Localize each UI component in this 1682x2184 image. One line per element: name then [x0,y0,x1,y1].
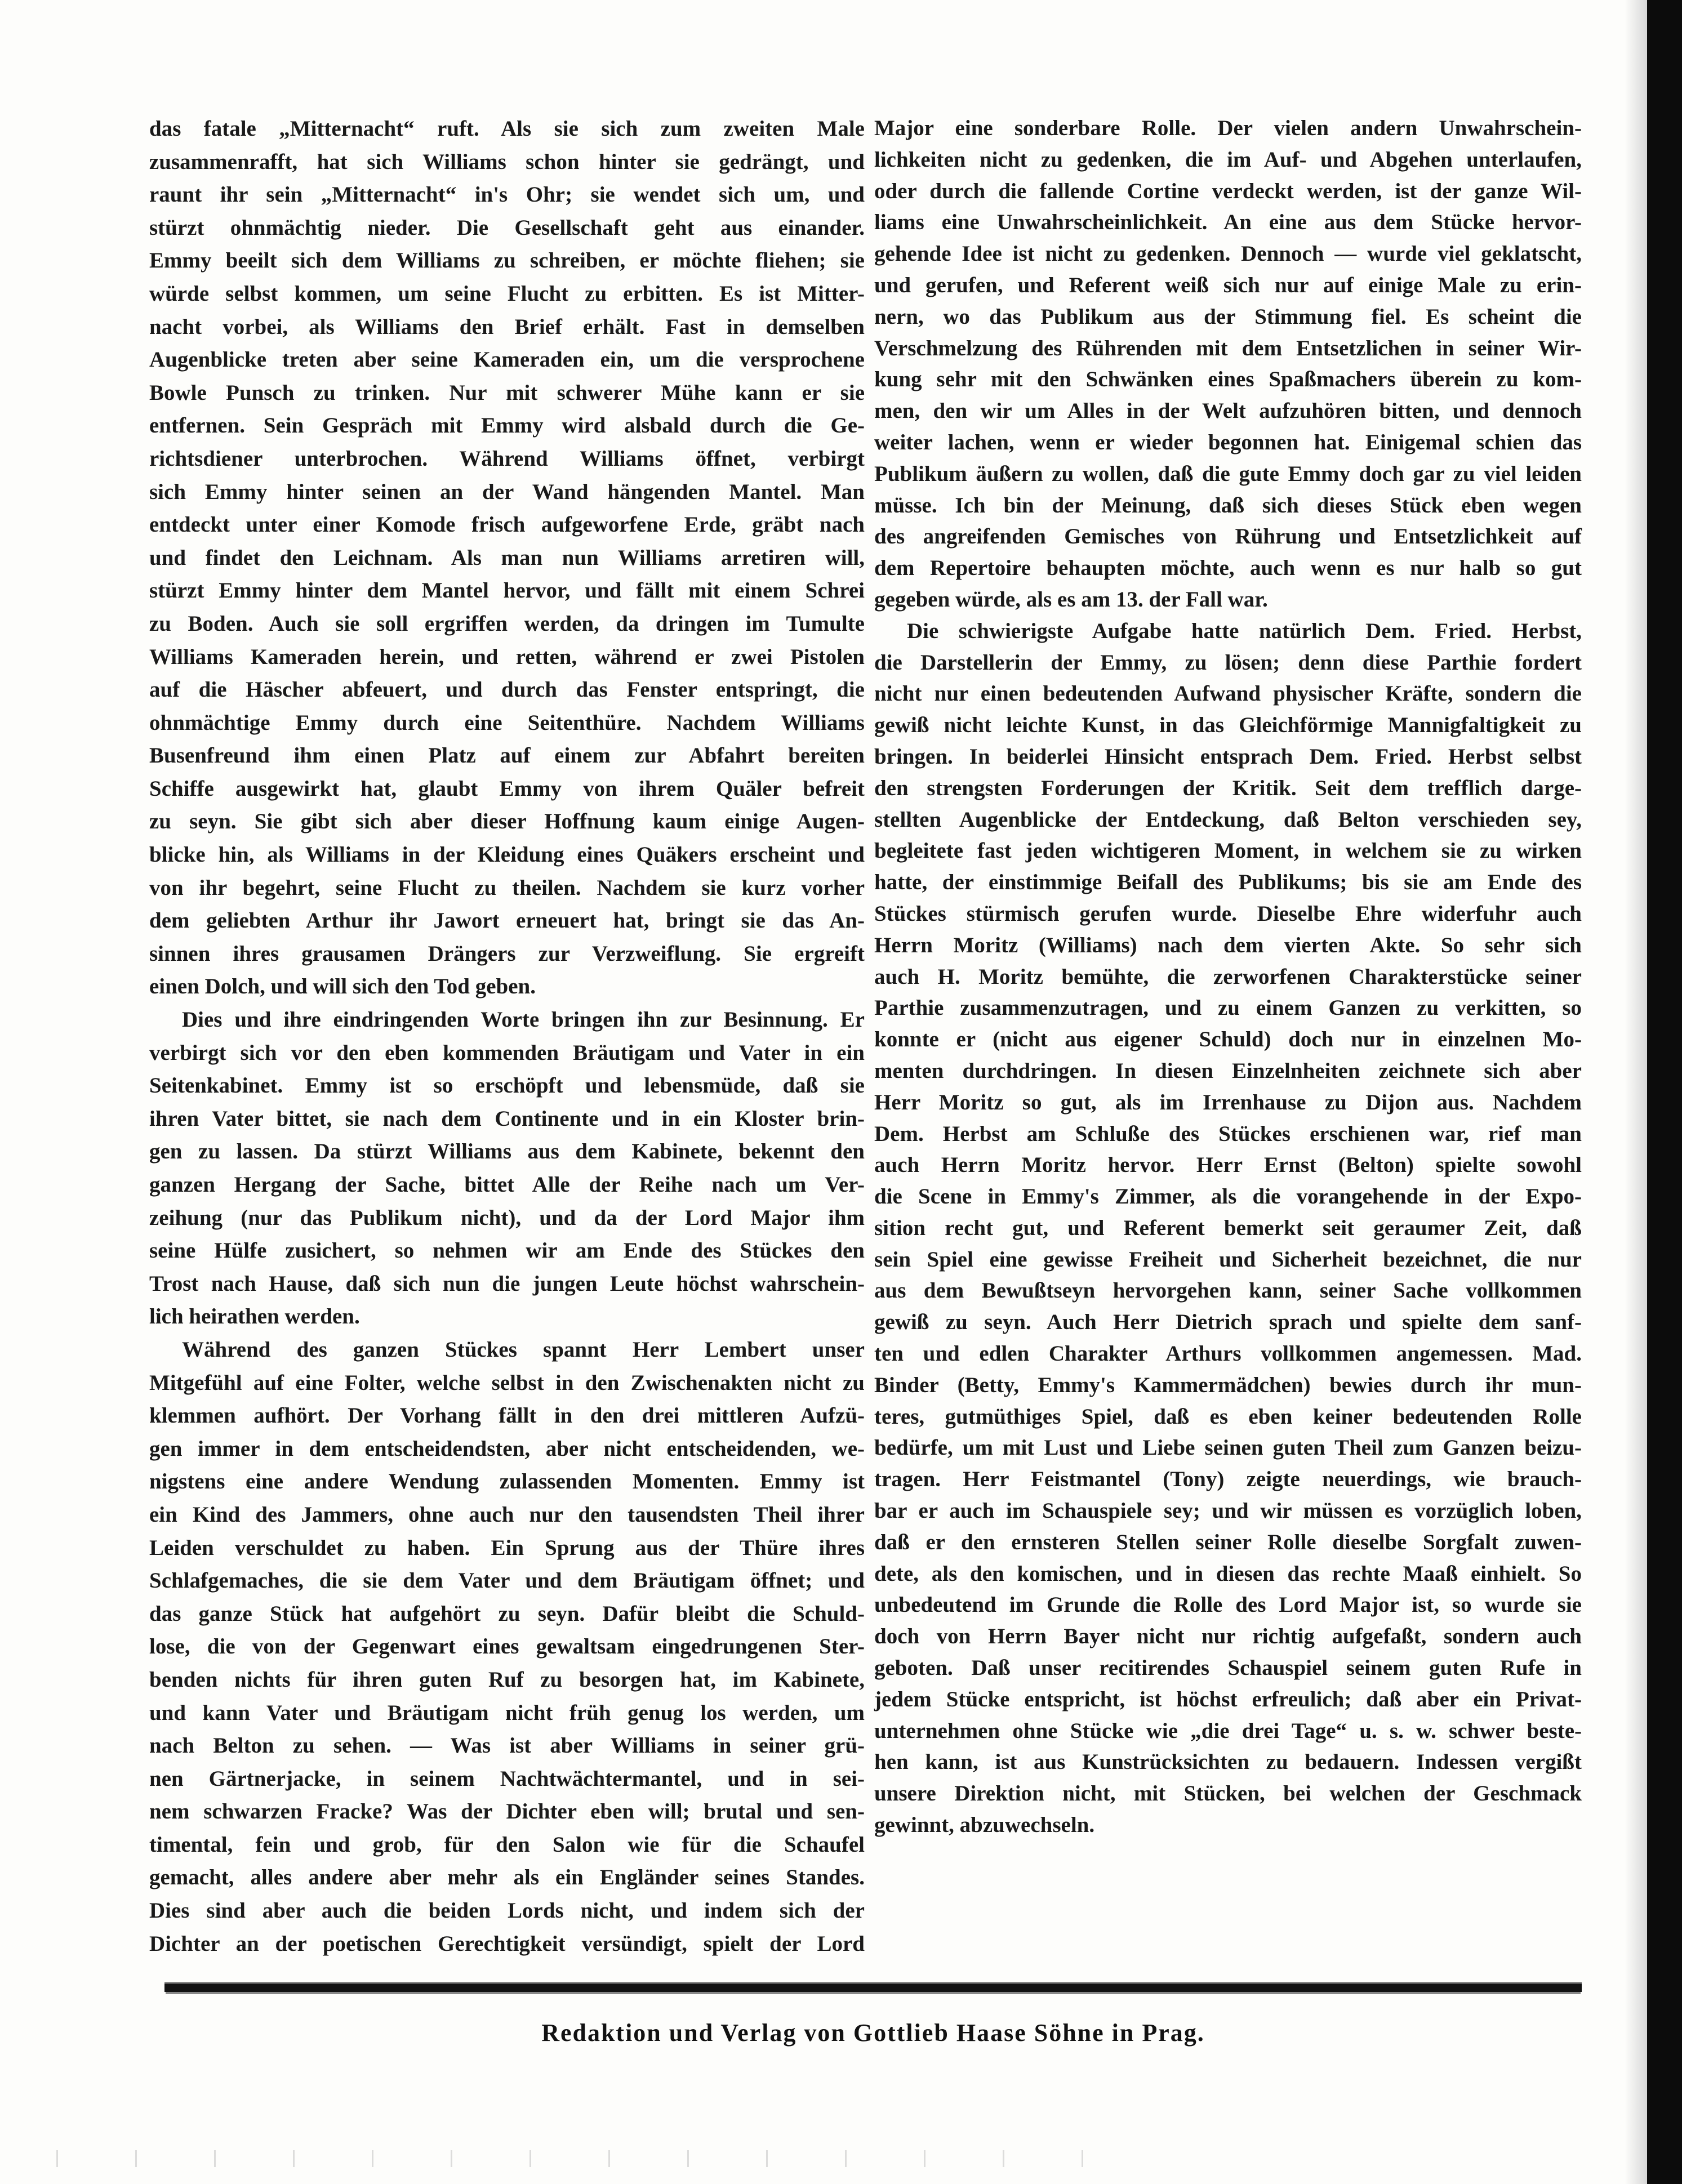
text-line: Schlafgemaches, die sie dem Vater und dem Bräutigam öffnet; und [149,1568,865,1593]
scan-specks [23,2150,1149,2167]
text-line: nem schwarzen Fracke? Was der Dichter eben will; brutal und sen- [149,1799,865,1824]
text-line: hen kann, ist aus Kunstrücksichten zu bedauern. Indessen vergißt [874,1750,1582,1775]
text-line: zu Boden. Auch sie soll ergriffen werden, da dringen im Tumulte [149,611,865,636]
text-line: weiter lachen, wenn er wieder begonnen hat. Einigemal schien das [874,430,1582,454]
text-line: gemacht, alles andere aber mehr als ein Engländer seines Standes. [149,1865,865,1890]
text-line: unsere Direktion nicht, mit Stücken, bei welchen der Geschmack [874,1781,1582,1806]
text-line: lose, die von der Gegenwart eines gewaltsam eingedrungenen Ster- [149,1634,865,1659]
text-line: geboten. Daß unser recitirendes Schauspiel seinem guten Rufe in [874,1656,1582,1681]
paragraph [874,616,1582,1841]
text-line: Dies sind aber auch die beiden Lords nicht, und indem sich der [149,1898,865,1923]
text-line: stellten Augenblicke der Entdeckung, daß Belton verschieden sey, [874,807,1582,832]
text-line: nicht nur einen bedeutenden Aufwand physischer Kräfte, sondern die [874,681,1582,706]
text-line: und findet den Leichnam. Als man nun Williams arretiren will, [149,545,865,570]
text-line: auch Herrn Moritz hervor. Herr Ernst (Belton) spielte sowohl [874,1153,1582,1178]
text-line: das ganze Stück hat aufgehört zu seyn. Dafür bleibt die Schuld- [149,1601,865,1626]
scan-edge-shadow [1625,0,1647,2184]
text-line: sition recht gut, und Referent bemerkt seit geraumer Zeit, daß [874,1215,1582,1240]
text-line: Dichter an der poetischen Gerechtigkeit versündigt, spielt der Lord [149,1931,865,1956]
text-line: ohnmächtige Emmy durch eine Seitenthüre. Nachdem Williams [149,710,865,735]
text-line: auf die Häscher abfeuert, und durch das Fenster entspringt, die [149,678,865,702]
text-line: müsse. Ich bin der Meinung, daß sich dieses Stück eben wegen [874,493,1582,518]
text-line: die Scene in Emmy's Zimmer, als die vorangehende in der Expo- [874,1184,1582,1209]
text-line: nern, wo das Publikum aus der Stimmung fiel. Es scheint die [874,304,1582,329]
text-line: gewiß zu seyn. Auch Herr Dietrich sprach und spielte dem sanf- [874,1310,1582,1335]
text-line: Major eine sonderbare Rolle. Der vielen andern Unwahrschein- [874,116,1582,140]
text-line: stürzt Emmy hinter dem Mantel hervor, und fällt mit einem Schrei [149,578,865,603]
text-line: nacht vorbei, als Williams den Brief erhält. Fast in demselben [149,314,865,339]
text-line: Seitenkabinet. Emmy ist so erschöpft und lebensmüde, daß sie [149,1073,865,1098]
text-line: zusammenrafft, hat sich Williams schon hinter sie gedrängt, und [149,149,865,174]
text-line: teres, gutmüthiges Spiel, daß es eben keiner bedeutenden Rolle [874,1404,1582,1429]
text-line: bedürfe, um mit Lust und Liebe seinen guten Theil zum Ganzen beizu- [874,1436,1582,1460]
text-line: auch H. Moritz bemühte, die zerworfenen Charakterstücke seiner [874,964,1582,989]
text-line: Leiden verschuldet zu haben. Ein Sprung aus der Thüre ihres [149,1535,865,1560]
text-line: einen Dolch, und will sich den Tod geben. [149,974,536,999]
text-line: bringen. In beiderlei Hinsicht entsprach Dem. Fried. Herbst selbst [874,744,1582,769]
text-line: unbedeutend im Grunde die Rolle des Lord Major ist, so wurde sie [874,1593,1582,1617]
text-line: gen zu lassen. Da stürzt Williams aus dem Kabinete, bekennt den [149,1139,865,1164]
text-line: des angreifenden Gemisches von Rührung und Entsetzlichkeit auf [874,524,1582,549]
text-line: richtsdiener unterbrochen. Während Williams öffnet, verbirgt [149,446,865,471]
text-line: tragen. Herr Feistmantel (Tony) zeigte neuerdings, wie brauch- [874,1467,1582,1492]
footer-divider-rule [164,1982,1582,1992]
text-line: sinnen ihres grausamen Drängers zur Verzweiflung. Sie ergreift [149,941,865,966]
text-line: Emmy beeilt sich dem Williams zu schreiben, er möchte fliehen; sie [149,248,865,273]
text-line: nach Belton zu sehen. — Was ist aber Williams in seiner grü- [149,1733,865,1758]
text-line: nigstens eine andere Wendung zulassenden Momenten. Emmy ist [149,1469,865,1494]
text-line: sich Emmy hinter seinen an der Wand hängenden Mantel. Man [149,479,865,504]
text-line: gen immer in dem entscheidendsten, aber nicht entscheidenden, we- [149,1436,865,1461]
text-line: die Darstellerin der Emmy, zu lösen; denn diese Parthie fordert [874,650,1582,675]
text-line: sein Spiel eine gewisse Freiheit und Sicherheit bezeichnet, die nur [874,1247,1582,1272]
text-line: gewinnt, abzuwechseln. [874,1813,1095,1838]
text-line: Trost nach Hause, daß sich nun die jungen Leute höchst wahrschein- [149,1271,865,1296]
text-line: ihren Vater bittet, sie nach dem Continente und in ein Kloster brin- [149,1106,865,1131]
text-line: dete, als den komischen, und in diesen das rechte Maaß einhielt. So [874,1561,1582,1586]
text-line: Die schwierigste Aufgabe hatte natürlich Dem. Fried. Herbst, [907,618,1582,643]
text-line: dem geliebten Arthur ihr Jawort erneuert hat, bringt sie das An- [149,908,865,933]
text-line: lich heirathen werden. [149,1304,360,1329]
text-line: Herrn Moritz (Williams) nach dem vierten Akte. So sehr sich [874,933,1582,957]
text-line: daß er den ernsteren Stellen seiner Rolle dieselbe Sorgfalt zuwen- [874,1530,1582,1554]
paragraph [149,1334,865,1960]
text-line: lichkeiten nicht zu gedenken, die im Auf- und Abgehen unterlaufen, [874,147,1582,172]
right-text-column [874,113,1582,1841]
text-line: liams eine Unwahrscheinlichkeit. An eine aus dem Stücke hervor- [874,210,1582,235]
text-line: entfernen. Sein Gespräch mit Emmy wird alsbald durch die Ge- [149,413,865,438]
text-line: jedem Stücke entspricht, ist höchst erfreulich; daß aber ein Privat- [874,1687,1582,1711]
text-line: Dies und ihre eindringenden Worte bringen ihn zur Besinnung. Er [182,1008,865,1032]
text-line: Dem. Herbst am Schluße des Stückes erschienen war, rief man [874,1121,1582,1146]
paragraph [149,113,865,1004]
text-line: blicke hin, als Williams in der Kleidung eines Quäkers erscheint und [149,843,865,867]
text-line: raunt ihr sein „Mitternacht“ in's Ohr; sie wendet sich um, und [149,182,865,207]
text-line: Augenblicke treten aber seine Kameraden ein, um die versprochene [149,347,865,372]
text-line: Schiffe ausgewirkt hat, glaubt Emmy von ihrem Quäler befreit [149,776,865,801]
text-line: Während des ganzen Stückes spannt Herr Lembert unser [182,1337,865,1362]
text-line: und kann Vater und Bräutigam nicht früh genug los werden, um [149,1700,865,1725]
text-line: bar er auch im Schauspiele sey; und wir müssen es vorzüglich loben, [874,1499,1582,1523]
text-line: benden nichts für ihren guten Ruf zu besorgen hat, im Kabinete, [149,1667,865,1692]
text-line: gewiß nicht leichte Kunst, in das Gleichförmige Mannigfaltigkeit zu [874,713,1582,738]
text-line: seine Hülfe zusichert, so nehmen wir am Ende des Stückes den [149,1238,865,1263]
text-line: verbirgt sich vor den eben kommenden Bräutigam und Vater in ein [149,1040,865,1065]
text-line: Mitgefühl auf eine Folter, welche selbst in den Zwischenakten nicht zu [149,1370,865,1395]
text-line: Publikum äußern zu wollen, daß die gute Emmy doch gar zu viel leiden [874,461,1582,486]
paragraph [149,1004,865,1334]
text-line: Stückes stürmisch gerufen wurde. Dieselbe Ehre widerfuhr auch [874,901,1582,926]
text-line: entdeckt unter einer Komode frisch aufgeworfene Erde, gräbt nach [149,512,865,537]
text-line: hatte, der einstimmige Beifall des Publikums; bis sie am Ende des [874,870,1582,895]
text-line: konnte er (nicht aus eigener Schuld) doch nur in einzelnen Mo- [874,1027,1582,1052]
text-line: kung sehr mit den Schwänken eines Spaßmachers überein zu kom- [874,367,1582,392]
text-line: ten und edlen Charakter Arthurs vollkommen angemessen. Mad. [874,1341,1582,1366]
text-line: nen Gärtnerjacke, in seinem Nachtwächtermantel, und in sei- [149,1766,865,1791]
text-line: von ihr begehrt, seine Flucht zu theilen. Nachdem sie kurz vorher [149,875,865,900]
left-text-column [149,113,865,1960]
text-line: Busenfreund ihm einen Platz auf einem zur Abfahrt bereiten [149,743,865,768]
text-line: menten durchdringen. In diesen Einzelnheiten zeichnete sich aber [874,1058,1582,1083]
text-line: Parthie zusammenzutragen, und zu einem Ganzen zu verkitten, so [874,996,1582,1020]
text-line: aus dem Bewußtseyn hervorgehen kann, seiner Sache vollkommen [874,1278,1582,1303]
text-line: men, den wir um Alles in der Welt aufzuhören bitten, und dennoch [874,399,1582,424]
text-line: und gerufen, und Referent weiß sich nur auf einige Male zu erin- [874,273,1582,297]
text-line: Williams Kameraden herein, und retten, während er zwei Pistolen [149,644,865,669]
text-line: den strengsten Forderungen der Kritik. Seit dem trefflich darge- [874,775,1582,800]
text-line: Verschmelzung des Rührenden mit dem Entsetzlichen in seiner Wir- [874,336,1582,360]
text-line: das fatale „Mitternacht“ ruft. Als sie sich zum zweiten Male [149,117,865,141]
text-line: würde selbst kommen, um seine Flucht zu erbitten. Es ist Mitter- [149,281,865,306]
text-line: oder durch die fallende Cortine verdeckt werden, ist der ganze Wil- [874,179,1582,203]
scan-edge-border [1647,0,1682,2184]
text-line: klemmen aufhört. Der Vorhang fällt in den drei mittleren Aufzü- [149,1403,865,1428]
text-line: zu seyn. Sie gibt sich aber dieser Hoffnung kaum einige Augen- [149,809,865,834]
text-line: begleitete fast jeden wichtigeren Moment, in welchem sie zu wirken [874,839,1582,863]
text-line: Herr Moritz so gut, als im Irrenhause zu Dijon aus. Nachdem [874,1090,1582,1115]
text-line: unternehmen ohne Stücke wie „die drei Tage“ u. s. w. schwer beste- [874,1718,1582,1743]
paragraph [874,113,1582,616]
text-line: ganzen Hergang der Sache, bittet Alle der Reihe nach um Ver- [149,1173,865,1197]
text-line: ein Kind des Jammers, ohne auch nur den tausendsten Theil ihrer [149,1502,865,1527]
publisher-imprint: Redaktion und Verlag von Gottlieb Haase Söhne in Prag. [541,2019,1205,2047]
text-line: zeihung (nur das Publikum nicht), und da der Lord Major ihm [149,1205,865,1230]
text-line: Binder (Betty, Emmy's Kammermädchen) bewies durch ihr mun- [874,1372,1582,1397]
text-line: dem Repertoire behaupten möchte, auch wenn es nur halb so gut [874,556,1582,581]
text-line: gegeben würde, als es am 13. der Fall war. [874,587,1268,612]
text-line: stürzt ohnmächtig nieder. Die Gesellschaft geht aus einander. [149,215,865,240]
text-line: gehende Idee ist nicht zu gedenken. Dennoch — wurde viel geklatscht, [874,242,1582,266]
text-line: timental, fein und grob, für den Salon wie für die Schaufel [149,1832,865,1857]
text-line: Bowle Punsch zu trinken. Nur mit schwerer Mühe kann er sie [149,380,865,405]
text-line: doch von Herrn Bayer nicht nur richtig aufgefaßt, sondern auch [874,1624,1582,1649]
